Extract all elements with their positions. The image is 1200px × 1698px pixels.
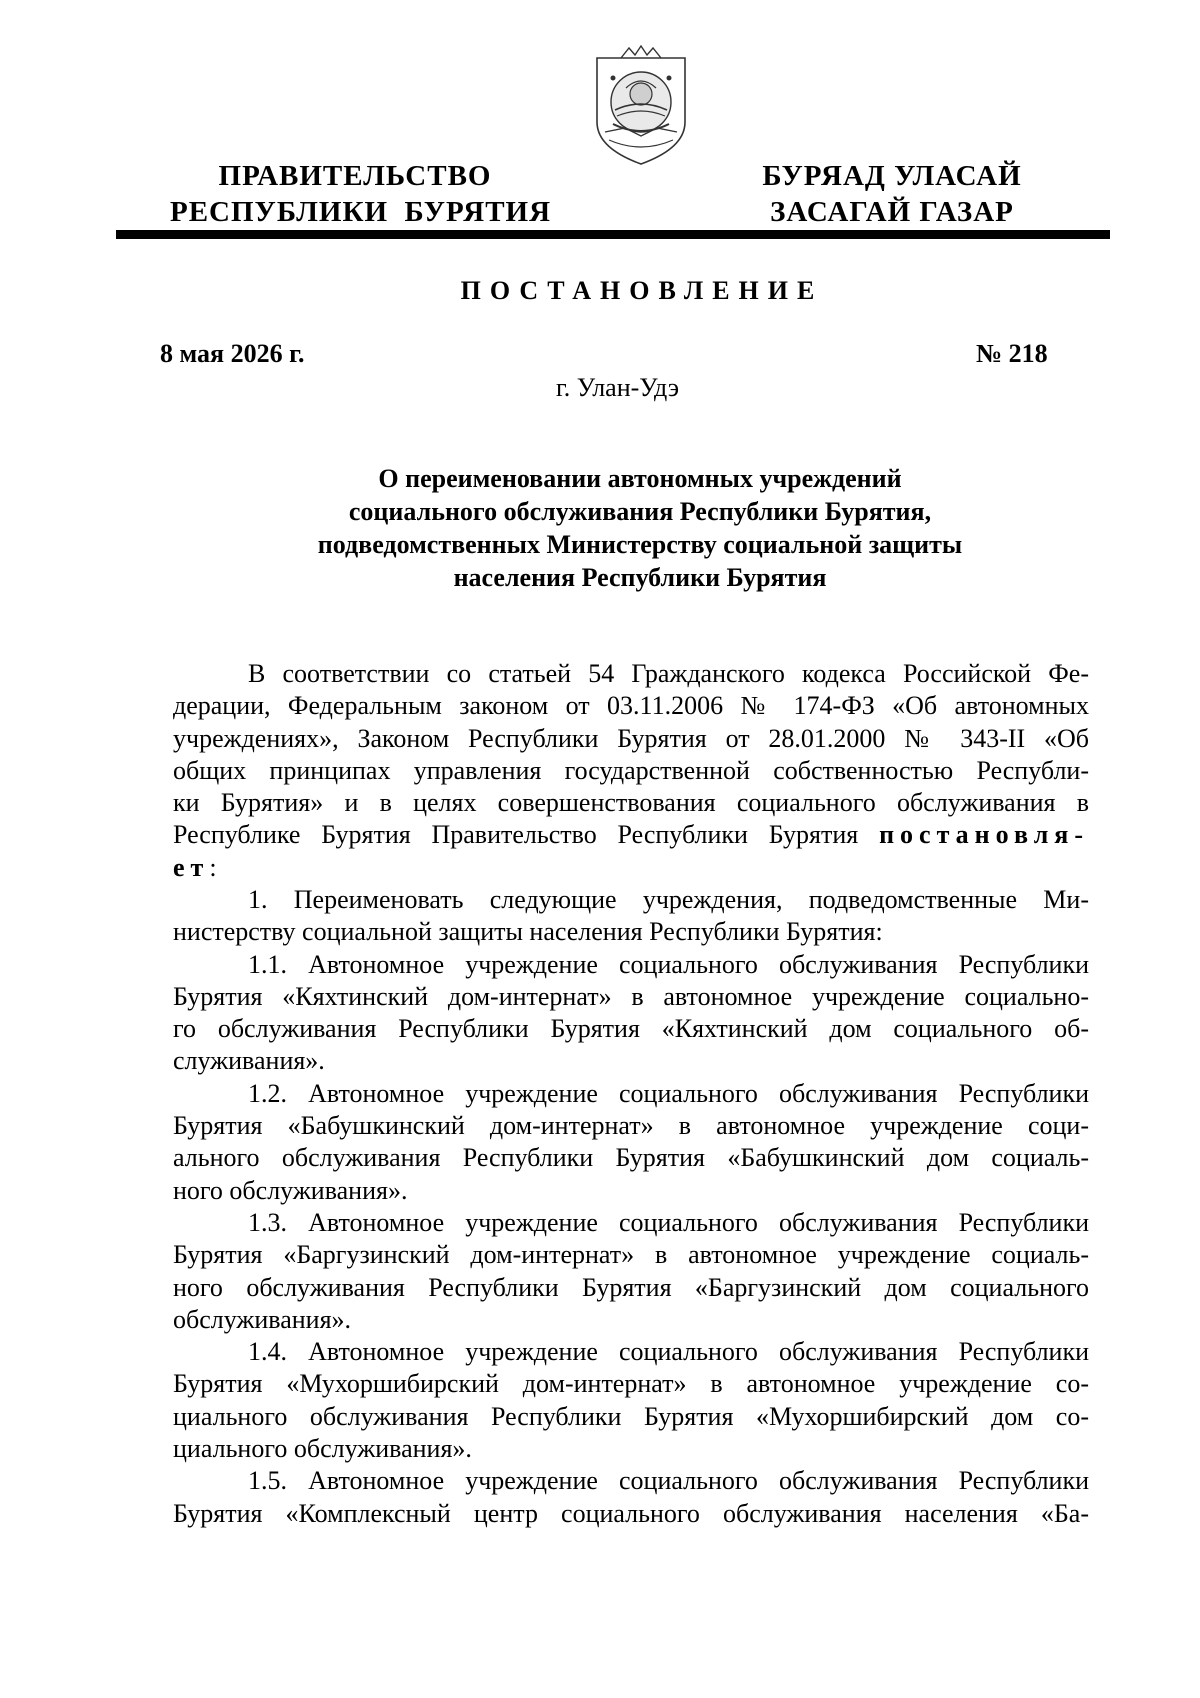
paragraph-line: служивания». bbox=[173, 1046, 325, 1076]
clause-1-1 bbox=[173, 949, 1089, 1078]
paragraph-line: нистерству социальной защиты населения Республики Бурятия: bbox=[173, 917, 883, 947]
document-title bbox=[180, 462, 1100, 594]
government-name-buryat bbox=[742, 158, 1042, 230]
paragraph-line: 1.4. Автономное учреждение социального обслуживания Республики bbox=[248, 1337, 1089, 1367]
paragraph-line: циального обслуживания Республики Бурятия «Мухоршибирский дом со- bbox=[173, 1401, 1089, 1431]
document-number: № 218 bbox=[976, 339, 1048, 368]
paragraph-line bbox=[173, 819, 1089, 851]
header-divider bbox=[116, 230, 1110, 239]
paragraph-line: го обслуживания Республики Бурятия «Кяхтинский дом социального об- bbox=[173, 1014, 1089, 1044]
paragraph-line: дерации, Федеральным законом от 03.11.2006 № 174-ФЗ «Об автономных bbox=[173, 691, 1089, 721]
coat-of-arms-emblem bbox=[591, 44, 691, 168]
paragraph-line bbox=[173, 852, 1089, 884]
title-line: населения Республики Бурятия bbox=[453, 563, 827, 592]
decree-colon: : bbox=[209, 852, 217, 882]
paragraph-line: общих принципах управления государственной собственностью Республи- bbox=[173, 755, 1089, 785]
government-name-buryat-line-2: ЗАСАГАЙ ГАЗАР bbox=[770, 196, 1014, 228]
paragraph-line: 1.2. Автономное учреждение социального обслуживания Республики bbox=[248, 1078, 1089, 1108]
clause-1-2 bbox=[173, 1078, 1089, 1207]
paragraph-line: Бурятия «Кяхтинский дом-интернат» в автономное учреждение социально- bbox=[173, 981, 1089, 1011]
paragraph-line: ального обслуживания Республики Бурятия «Бабушкинский дом социаль- bbox=[173, 1143, 1089, 1173]
clause-1-4 bbox=[173, 1336, 1089, 1465]
clause-1 bbox=[173, 884, 1089, 949]
title-line: О переименовании автономных учреждений bbox=[378, 464, 902, 493]
paragraph-line: Бурятия «Баргузинский дом-интернат» в автономное учреждение социаль- bbox=[173, 1240, 1089, 1270]
paragraph-line: ного обслуживания». bbox=[173, 1175, 408, 1205]
paragraph-line: 1.5. Автономное учреждение социального обслуживания Республики bbox=[248, 1466, 1089, 1496]
government-name-line-2: РЕСПУБЛИКИ БУРЯТИЯ bbox=[170, 196, 552, 228]
clause-1-5 bbox=[173, 1465, 1089, 1530]
document-city: г. Улан-Удэ bbox=[556, 373, 680, 402]
clause-1-3 bbox=[173, 1207, 1089, 1336]
decree-word: постановля- bbox=[879, 820, 1090, 850]
paragraph-line: учреждениях», Законом Республики Бурятия от 28.01.2000 № 343-II «Об bbox=[173, 723, 1089, 753]
title-line: социального обслуживания Республики Бурятия, bbox=[348, 497, 932, 526]
paragraph-line: циального обслуживания». bbox=[173, 1434, 472, 1464]
paragraph-line: Бурятия «Бабушкинский дом-интернат» в автономное учреждение соци- bbox=[173, 1111, 1089, 1141]
paragraph-line: 1. Переименовать следующие учреждения, подведомственные Ми- bbox=[248, 885, 1089, 914]
government-name-buryat-line-1: БУРЯАД УЛАСАЙ bbox=[762, 160, 1022, 192]
preamble-paragraph bbox=[173, 658, 1089, 884]
paragraph-line: обслуживания». bbox=[173, 1304, 352, 1334]
paragraph-line: 1.3. Автономное учреждение социального обслуживания Республики bbox=[248, 1208, 1089, 1237]
title-line: подведомственных Министерству социальной защиты bbox=[317, 530, 963, 559]
government-name-russian bbox=[170, 158, 552, 230]
government-name-line-1: ПРАВИТЕЛЬСТВО bbox=[218, 160, 492, 192]
document-type: ПОСТАНОВЛЕНИЕ bbox=[460, 276, 824, 305]
paragraph-line: В соответствии со статьей 54 Гражданского кодекса Российской Фе- bbox=[248, 659, 1089, 688]
paragraph-line: Бурятия «Комплексный центр социального обслуживания населения «Ба- bbox=[173, 1498, 1089, 1528]
document-date: 8 мая 2026 г. bbox=[160, 339, 305, 368]
paragraph-line: 1.1. Автономное учреждение социального обслуживания Республики bbox=[248, 949, 1089, 979]
paragraph-line: Бурятия «Мухоршибирский дом-интернат» в автономное учреждение со- bbox=[173, 1369, 1089, 1399]
paragraph-line-text: Республике Бурятия Правительство Республики Бурятия bbox=[173, 820, 859, 850]
paragraph-line: ного обслуживания Республики Бурятия «Баргузинский дом социального bbox=[173, 1272, 1089, 1302]
decree-word-end: ет bbox=[173, 852, 210, 882]
paragraph-line: ки Бурятия» и в целях совершенствования социального обслуживания в bbox=[173, 788, 1089, 818]
